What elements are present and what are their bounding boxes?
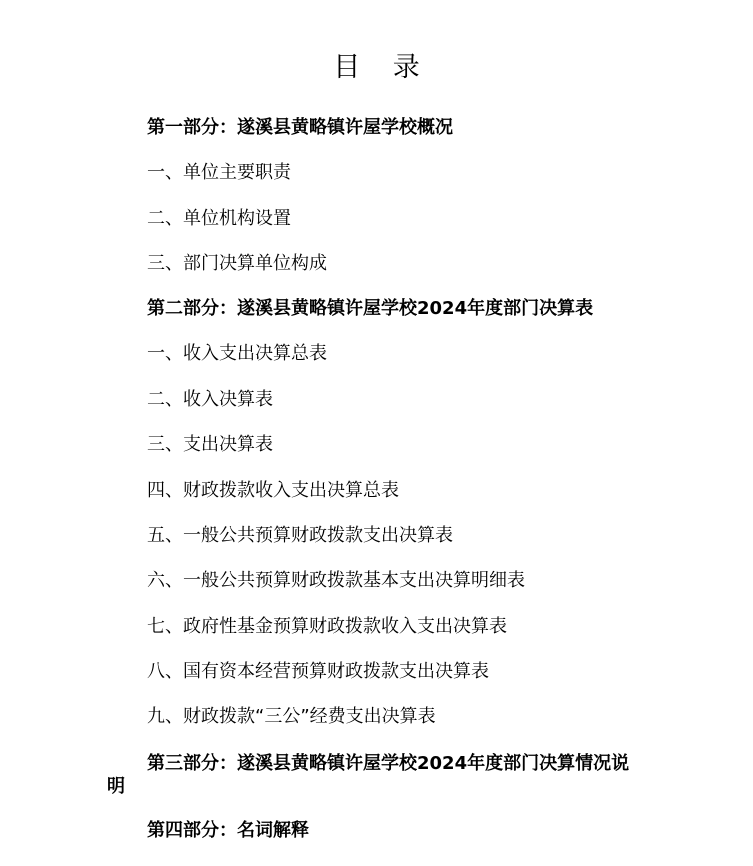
part-1-heading: 第一部分：遂溪县黄略镇许屋学校概况 (147, 117, 453, 138)
toc-item: 三、支出决算表 (147, 434, 273, 455)
toc-item: 一、收入支出决算总表 (147, 343, 327, 364)
part-4-heading: 第四部分：名词解释 (147, 820, 309, 841)
part-3-heading: 第三部分：遂溪县黄略镇许屋学校2024年度部门决算情况说明 (107, 753, 630, 797)
toc-item: 六、一般公共预算财政拨款基本支出决算明细表 (147, 570, 525, 591)
page-title: 目 录 (333, 52, 432, 83)
toc-item: 二、单位机构设置 (147, 208, 291, 229)
part-2-heading: 第二部分：遂溪县黄略镇许屋学校2024年度部门决算表 (147, 298, 594, 319)
toc-item: 一、单位主要职责 (147, 162, 291, 183)
toc-item: 四、财政拨款收入支出决算总表 (147, 480, 399, 501)
toc-item: 三、部门决算单位构成 (147, 253, 327, 274)
toc-item: 二、收入决算表 (147, 389, 273, 410)
toc-item: 九、财政拨款“三公”经费支出决算表 (147, 706, 436, 727)
toc-item: 八、国有资本经营预算财政拨款支出决算表 (147, 661, 489, 682)
toc-item: 七、政府性基金预算财政拨款收入支出决算表 (147, 616, 507, 637)
toc-item: 五、一般公共预算财政拨款支出决算表 (147, 525, 453, 546)
